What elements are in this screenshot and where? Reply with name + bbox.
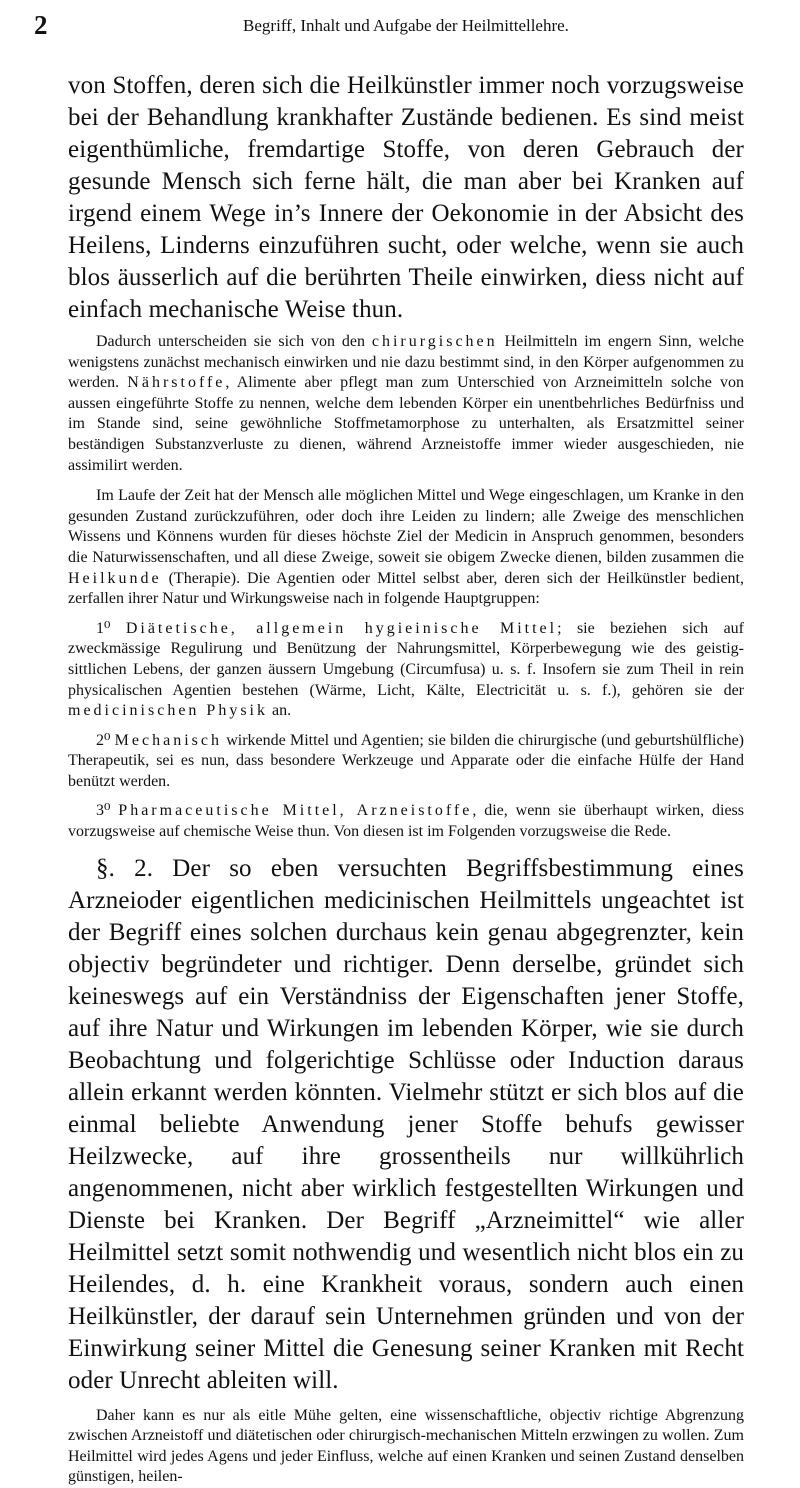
page-header (34, 0, 744, 70)
emphasis-pharmaceutische: Pharmaceutische Mittel, Arzneistoffe (118, 802, 473, 820)
running-title: Begriff, Inhalt und Aufgabe der Heilmittellehre. (243, 16, 569, 35)
paragraph-continuation: von Stoffen, deren sich die Heilkünstler immer noch vorzugsweise bei der Behandlung krankhafter Zustände bedienen. Es sind meist eigenthümliche, fremdartige Stoffe, von deren Gebrauch der gesunde Mensch sich ferne hält, die man aber bei Kranken auf irgend einem Wege in’s Innere der Oekonomie in der Absicht des Heilens, Linderns einzuführen sucht, oder welche, wenn sie auch blos äusserlich auf die berührten Theile einwirken, diess nicht auf einfach mechanische Weise thun. (68, 72, 744, 323)
paragraph-section-2: §. 2. Der so eben versuchten Begriffsbestimmung eines Arzneioder eigentlichen medicinischen Heilmittels ungeachtet ist der Begriff eines solchen durchaus kein genau abgegrenzter, kein objectiv begründeter und richtiger. Denn derselbe, gründet sich keineswegs auf ein Verständniss der Eigenschaften jener Stoffe, auf ihre Natur und Wirkungen im lebenden Körper, wie sie durch Beobachtung und folgerichtige Schlüsse oder Induction daraus allein erkannt werden könnten. Vielmehr stützt er sich blos auf die einmal beliebte Anwendung jener Stoffe behufs gewisser Heilzwecke, auf ihre grossentheils nur willkührlich angenommenen, nicht aber wirklich festgestellten Wirkungen und Dienste bei Kranken. Der Begriff „Arzneimittel“ wie aller Heilmittel setzt somit nothwendig und wesentlich nicht blos ein zu Heilendes, d. h. eine Krankheit voraus, sondern auch einen Heilkünstler, der darauf sein Unternehmen gründen und von der Einwirkung seiner Mittel die Genesung seiner Kranken mit Recht oder Unrecht ableiten will. (68, 854, 744, 1394)
list-item-dietetic: 1⁰ Diätetische, allgemein hygieinische Mittel; sie beziehen sich auf zweckmässige Regulirung und Benützung der Nahrungsmittel, Körperbewegung wie des geistig-sittlichen Lebens, der ganzen äussern Umgebung (Circumfusa) u. s. f. Insofern sie zum Theil in rein physicalischen Agentien bestehen (Wärme, Licht, Kälte, Electricität u. s. f.), gehören sie der medicinischen Physik an. (68, 619, 744, 720)
list-item-mechanical: 2⁰ Mechanisch wirkende Mittel und Agentien; sie bilden die chirurgische (und geburtshülfliche) Therapeutik, sei es nun, dass besondere Werkzeuge und Apparate oder die einfache Hülfe der Hand benützt werden. (68, 731, 745, 790)
emphasis-naehrstoffe: Nährstoffe (127, 374, 226, 392)
emphasis-chirurgischen: chirurgischen (371, 333, 498, 350)
emphasis-heilkunde: Heilkunde (68, 569, 162, 587)
book-page (34, 0, 745, 1488)
list-item-pharmaceutical: 3⁰ Pharmaceutische Mittel, Arzneistoffe, die, wenn sie überhaupt wirken, diess vorzugsweise auf chemische Weise thun. Von diesen ist im Folgenden vorzugsweise die Rede. (68, 802, 745, 841)
paragraph-surgical-distinction: Dadurch unterscheiden sie sich von den chirurgischen Heilmitteln im engern Sinn, welche wenigstens zunächst mechanisch einwirken und nie dazu bestimmt sind, in den Körper aufgenommen zu werden. Nährstoffe, Alimente aber pflegt man zum Unterschied von Arzneimitteln solche von aussen eingeführte Stoffe zu nennen, welche dem lebenden Körper ein unentbehrliches Bedürfniss und im Stande sind, seine gewöhnliche Stoffmetamorphose zu unterhalten, als Ersatzmittel seiner beständigen Substanzverluste zu dienen, während Arzneistoffe immer wieder ausgeschieden, nie assimilirt werden. (68, 333, 744, 474)
paragraph-final: Daher kann es nur als eitle Mühe gelten, eine wissenschaftliche, objectiv richtige Abgrenzung zwischen Arzneistoff und diätetischen oder chirurgisch-mechanischen Mitteln erzwingen zu wollen. Zum Heilmittel wird jedes Agens und jeder Einfluss, welche auf einen Kranken und seinen Zustand denselben günstigen, heilen- (68, 1406, 744, 1486)
emphasis-medicinischen-physik: medicinischen Physik (68, 702, 268, 720)
emphasis-diaetetische: Diätetische, allgemein hygieinische Mittel (125, 619, 558, 637)
paragraph-therapy-groups: Im Laufe der Zeit hat der Mensch alle möglichen Mittel und Wege eingeschlagen, um Kranke in den gesunden Zustand zurückzuführen, oder doch ihre Leiden zu lindern; alle Zweige des menschlichen Wissens und Könnens wurden für dieses höchste Ziel der Medicin in Anspruch genommen, besonders die Naturwissenschaften, und all diese Zweige, soweit sie obigem Zwecke dienen, bilden zusammen die Heilkunde (Therapie). Die Agentien oder Mittel selbst aber, deren sich der Heilkünstler bedient, zerfallen ihrer Natur und Wirkungsweise nach in folgende Hauptgruppen: (68, 487, 744, 608)
page-number: 2 (34, 10, 48, 40)
emphasis-mechanisch: Mechanisch (114, 731, 222, 749)
